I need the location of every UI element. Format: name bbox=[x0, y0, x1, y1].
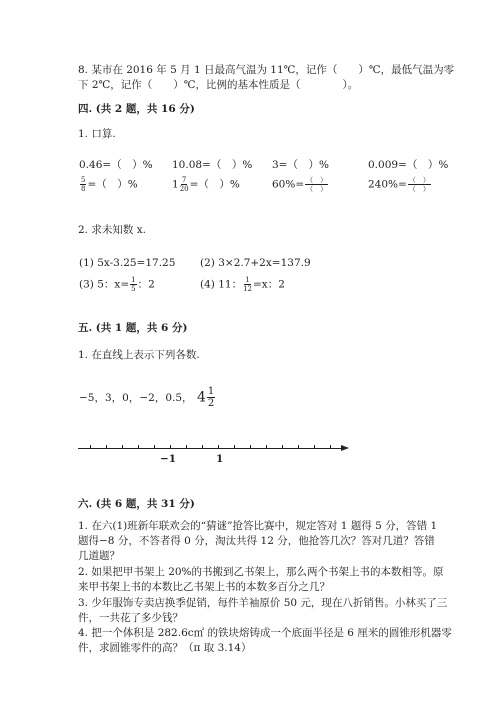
fraction: $\frac{( )}{( )}$ bbox=[408, 176, 430, 193]
s4-q2-title: 2. 求未知数 x. bbox=[78, 224, 146, 236]
q8-line1: 8. 某市在 2016 年 5 月 1 日最高气温为 11℃，记作（ ）℃，最低气温为零 bbox=[78, 64, 455, 76]
s6-line-2: 题得−8 分，不答者得 0 分，淘汰共得 12 分，他抢答几次？答对几道？答错 bbox=[78, 535, 435, 547]
axis-tick bbox=[122, 445, 123, 449]
fraction: $\frac{( )}{( )}$ bbox=[306, 176, 328, 193]
axis-tick bbox=[234, 445, 235, 449]
fraction: $\frac{7}{20}$ bbox=[179, 176, 189, 193]
axis-tick bbox=[330, 445, 331, 449]
fraction: $\frac{1}{12}$ bbox=[243, 276, 252, 293]
axis-label-one: 1 bbox=[216, 453, 224, 465]
fraction: $\frac{1}{2}$ bbox=[207, 386, 215, 409]
s6-line-6: 3. 少年服饰专卖店换季促销，每件羊袖原价 50 元，现在八折销售。小林买了三 bbox=[78, 597, 448, 609]
axis-tick bbox=[154, 445, 155, 449]
axis-tick bbox=[186, 445, 187, 449]
calc-1-2: 10.08=（ ）% bbox=[172, 159, 253, 171]
equation-3: (3) 5：x= $\frac{1}{5}$ ：2 bbox=[79, 276, 155, 293]
calc-1-1: 0.46=（ ）% bbox=[79, 159, 153, 171]
mixed-number: 4 $\frac{1}{2}$ bbox=[197, 386, 215, 409]
fraction: $\frac{5}{8}$ bbox=[81, 176, 86, 193]
calc-1-3: 3=（ ）% bbox=[272, 159, 329, 171]
s6-line-8: 4. 把一个体积是 282.6c㎡ 的铁块熔铸成一个底面半径是 6 厘米的圆锥形机器零 bbox=[78, 627, 452, 639]
axis-tick bbox=[282, 445, 283, 449]
axis-tick bbox=[106, 445, 107, 449]
axis-label-minus-one: −1 bbox=[160, 453, 177, 465]
fraction: $\frac{1}{5}$ bbox=[131, 276, 136, 293]
equation-4: (4) 11： $\frac{1}{12}$ =x：2 bbox=[200, 276, 285, 293]
q8-line2: 下 2℃，记作（ ）℃，比例的基本性质是（ ）。 bbox=[78, 79, 359, 91]
axis-tick bbox=[266, 445, 267, 449]
calc-2-1: $\frac{5}{8}$ =（ ）% bbox=[81, 176, 138, 193]
s6-line-4: 2. 如果把甲书架上 20%的书搬到乙书架上，那么两个书架上书的本数相等。原 bbox=[78, 566, 444, 578]
calc-2-3: 60%= $\frac{( )}{( )}$ bbox=[272, 176, 328, 193]
s6-line-1: 1. 在六(1)班新年联欢会的“猜谜”抢答比赛中，规定答对 1 题得 5 分，答错 1 bbox=[78, 520, 438, 532]
axis-tick bbox=[314, 445, 315, 449]
axis-tick bbox=[298, 445, 299, 449]
s4-q1-title: 1. 口算. bbox=[78, 128, 116, 140]
equation-1: (1) 5x-3.25=17.25 bbox=[79, 257, 176, 269]
calc-2-4: 240%= $\frac{( )}{( )}$ bbox=[368, 176, 430, 193]
section6-heading: 六. (共 6 题，共 31 分) bbox=[78, 498, 195, 510]
arrow-right-icon bbox=[341, 445, 349, 451]
axis-tick bbox=[218, 445, 219, 449]
s6-line-7: 件，一共花了多少钱？ bbox=[78, 612, 183, 624]
section5-heading: 五. (共 1 题，共 6 分) bbox=[78, 322, 188, 334]
s5-q1-title: 1. 在直线上表示下列各数. bbox=[78, 349, 200, 361]
s6-line-5: 来甲书架上书的本数比乙书架上书的本数多百分之几？ bbox=[78, 581, 330, 593]
s6-line-9: 件，求圆锥零件的高？（π 取 3.14） bbox=[78, 642, 252, 654]
axis-tick bbox=[170, 445, 171, 449]
s6-line-3: 几道题？ bbox=[78, 550, 120, 562]
axis-tick bbox=[250, 445, 251, 449]
calc-1-4: 0.009=（ ）% bbox=[368, 159, 449, 171]
section4-heading: 四. (共 2 题，共 16 分) bbox=[78, 103, 195, 115]
calc-2-2: 1 $\frac{7}{20}$ =（ ）% bbox=[172, 176, 240, 193]
axis-tick bbox=[202, 445, 203, 449]
axis-tick bbox=[90, 445, 91, 449]
number-line-axis bbox=[78, 448, 344, 449]
numbers-to-plot: −5，3，0，−2，0.5， bbox=[79, 392, 193, 404]
axis-tick bbox=[138, 445, 139, 449]
equation-2: (2) 3×2.7+2x=137.9 bbox=[200, 257, 311, 269]
